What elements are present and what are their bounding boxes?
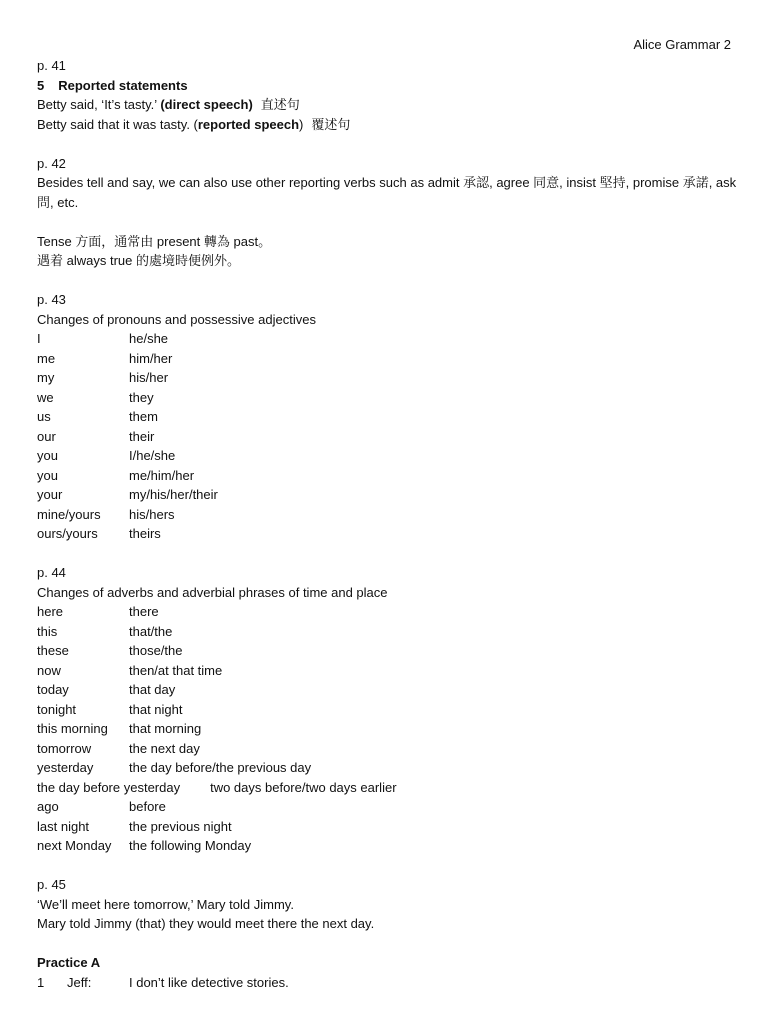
example-label: (direct speech) [160,97,253,112]
practice-item-number: 1 [37,974,45,990]
practice-item [37,973,737,993]
table-cell-reported: his/hers [129,506,175,522]
table-row [37,349,737,369]
table-cell-reported: two days before/two days earlier [210,779,397,795]
table-cell-reported: that morning [129,721,202,736]
table-row [37,524,737,544]
table-cell-reported: their [129,428,155,444]
table-cell-reported: the day before/the previous day [129,760,312,775]
table-cell-direct: my [37,370,55,385]
table-cell-direct: me [37,350,56,366]
practice-speaker: Jeff: [67,974,92,990]
table-cell-direct: today [37,682,69,697]
page-ref-42: p. 42 [37,155,66,171]
table-cell-reported: my/his/her/their [129,487,218,502]
reporting-verbs-paragraph: Besides tell and say, we can also use other reporting verbs such as admit 承認, agree 同意, insist 堅持, promise 承諾, ask 問, etc. [37,175,737,210]
table-row [37,680,737,700]
table-cell-direct: this [37,623,58,639]
pronoun-table [37,329,737,544]
table-row [37,700,737,720]
table-cell-reported: them [129,409,158,424]
table-cell-direct: last night [37,818,90,834]
table-row [37,602,737,622]
table-cell-reported: the following Monday [129,838,252,853]
table-cell-reported: then/at that time [129,662,223,678]
example-close-paren: ) [299,116,304,132]
table-row [37,368,737,388]
adverb-table-title: Changes of adverbs and adverbial phrases of time and place [37,584,388,600]
table-cell-direct: now [37,662,61,678]
section-number: 5 [37,77,45,93]
table-cell-reported: that/the [129,623,173,639]
table-row [37,641,737,661]
table-row [37,466,737,486]
table-cell-reported: me/him/her [129,467,195,483]
table-cell-direct: yesterday [37,760,94,775]
table-cell-direct: our [37,428,56,444]
example-text: Betty said, ‘It’s tasty.’ [37,97,161,112]
document-body [37,56,737,992]
table-cell-direct: you [37,448,58,463]
table-row [37,329,737,349]
table-row [37,661,737,681]
table-cell-direct: us [37,409,51,424]
table-cell-reported: theirs [129,526,161,541]
table-cell-reported: those/the [129,643,183,658]
table-cell-direct: ago [37,799,59,814]
table-row [37,388,737,408]
example-chinese: 直述句 [260,97,300,112]
table-row [37,817,737,837]
example-reported-sentence: Mary told Jimmy (that) they would meet there the next day. [37,916,375,931]
example-text: Betty said that it was tasty. ( [37,116,198,132]
table-cell-reported: that day [129,682,176,697]
table-row [37,485,737,505]
table-cell-direct: here [37,604,64,619]
example-chinese: 覆述句 [311,116,351,132]
table-cell-reported: that night [129,701,183,717]
adverb-table [37,602,737,856]
table-row [37,719,737,739]
table-cell-direct: you [37,467,58,483]
table-cell-reported: before [129,799,166,814]
table-cell-direct: these [37,643,69,658]
table-cell-direct: your [37,487,63,502]
table-cell-direct: we [37,389,54,405]
section-heading [37,76,737,96]
page-ref-41: p. 41 [37,58,66,73]
page-ref-43: p. 43 [37,292,66,307]
table-row [37,836,737,856]
table-cell-direct: tomorrow [37,740,92,756]
example-direct-speech [37,95,737,115]
table-row [37,446,737,466]
document-header: Alice Grammar 2 [633,37,731,52]
example-label: reported speech [197,116,300,132]
table-row [37,739,737,759]
table-cell-reported: the next day [129,740,200,756]
example-reported-speech [37,115,737,135]
table-row [37,797,737,817]
tense-exception-note: 遇着 always true 的處境時便例外。 [37,253,240,268]
table-row [37,622,737,642]
page-ref-44: p. 44 [37,565,66,580]
table-cell-direct: ours/yours [37,526,98,541]
table-cell-reported: I/he/she [129,448,176,463]
pronoun-table-title: Changes of pronouns and possessive adjectives [37,311,316,327]
table-cell-reported: he/she [129,331,169,346]
table-cell-direct: tonight [37,701,77,717]
table-row [37,427,737,447]
table-row [37,505,737,525]
table-cell-reported: his/her [129,370,169,385]
table-cell-reported: the previous night [129,818,232,834]
practice-heading: Practice A [37,955,101,970]
tense-note: Tense 方面，通常由 present 轉為 past。 [37,233,272,249]
table-row [37,407,737,427]
table-cell-direct: mine/yours [37,506,101,522]
table-cell-direct: this morning [37,721,108,736]
table-cell-direct: the day before yesterday [37,779,181,795]
table-cell-reported: there [129,604,159,619]
table-cell-direct: next Monday [37,838,112,853]
table-cell-reported: they [129,389,154,405]
page-ref-45: p. 45 [37,877,66,892]
practice-sentence: I don’t like detective stories. [129,974,289,990]
example-direct-sentence: ‘We’ll meet here tomorrow,’ Mary told Jimmy. [37,896,294,912]
table-row [37,778,737,798]
table-cell-direct: I [37,331,41,346]
section-title: Reported statements [58,77,188,93]
table-cell-reported: him/her [129,350,173,366]
table-row [37,758,737,778]
